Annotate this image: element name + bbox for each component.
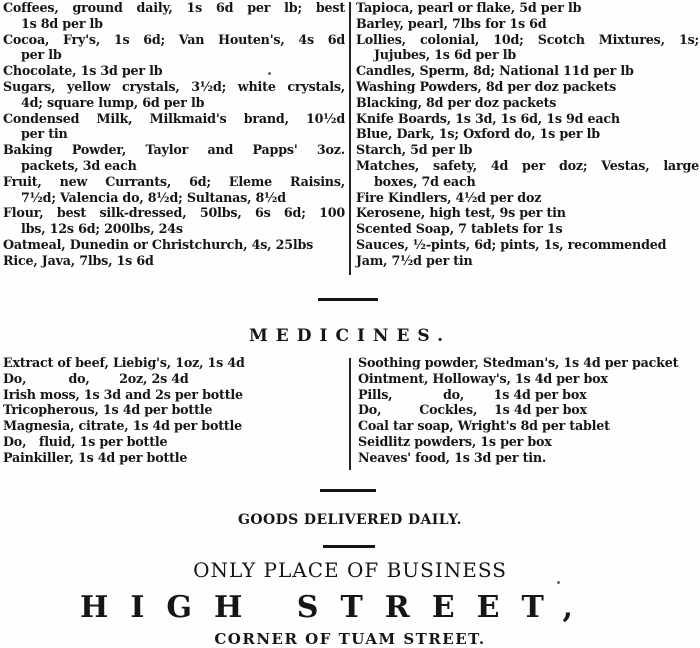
grocery-item-continuation: per lb	[21, 47, 62, 63]
section-rule	[318, 298, 378, 301]
grocery-item-text: Rice, Java, 7lbs, 1s 6d	[3, 252, 154, 268]
medicine-item: Coal tar soap, Wright's 8d per tablet	[358, 418, 610, 434]
grocery-item-text: Jam, 7½d per tin	[356, 252, 473, 268]
medicines-left-column	[3, 355, 345, 466]
grocery-item-text: Barley, pearl, 7lbs for 1s 6d	[356, 15, 547, 31]
grocery-item	[356, 237, 699, 253]
grocery-item-text: Coffees, ground daily, 1s 6d per lb; best	[3, 0, 345, 15]
grocery-item-continuation: lbs, 12s 6d; 200lbs, 24s	[21, 221, 183, 237]
medicine-item: Do, fluid, 1s per bottle	[3, 433, 168, 449]
grocery-item-text: Scented Soap, 7 tablets for 1s	[356, 221, 563, 237]
medicines-heading: MEDICINES.	[248, 326, 452, 346]
grocery-item	[356, 190, 699, 206]
print-speck	[268, 72, 271, 75]
grocery-item-text: Matches, safety, 4d per doz; Vestas, large	[356, 157, 699, 173]
medicine-item: Seidlitz powders, 1s per box	[358, 433, 552, 449]
medicine-item: Do, do, 2oz, 2s 4d	[3, 370, 189, 386]
grocery-item	[356, 63, 699, 79]
grocery-item-continuation: 4d; square lump, 6d per lb	[21, 94, 205, 110]
grocery-item	[3, 237, 345, 253]
grocery-item	[356, 32, 699, 64]
grocery-item	[356, 16, 699, 32]
grocery-item	[356, 111, 699, 127]
grocery-item-text: Starch, 5d per lb	[356, 142, 473, 158]
grocery-item-text: Washing Powders, 8d per doz packets	[356, 78, 617, 94]
grocery-item-text: Tapioca, pearl or flake, 5d per lb	[356, 0, 582, 15]
section-rule	[323, 545, 375, 548]
grocery-item-text: Oatmeal, Dunedin or Christchurch, 4s, 25lbs	[3, 236, 314, 252]
grocery-item-continuation: Jujubes, 1s 6d per lb	[374, 47, 517, 63]
grocery-item-text: Blue, Dark, 1s; Oxford do, 1s per lb	[356, 126, 600, 142]
medicine-item: Pills, do, 1s 4d per box	[358, 386, 587, 402]
grocery-item-continuation: 7½d; Valencia do, 8½d; Sultanas, 8½d	[21, 189, 286, 205]
medicine-item: Soothing powder, Stedman's, 1s 4d per packet	[358, 355, 679, 370]
grocery-item-text: Lollies, colonial, 10d; Scotch Mixtures, 1s;	[356, 31, 699, 47]
grocery-item	[3, 142, 345, 174]
grocery-item-text: Fire Kindlers, 4½d per doz	[356, 189, 542, 205]
grocery-right-column	[356, 0, 699, 269]
section-rule	[320, 489, 376, 492]
grocery-item	[356, 142, 699, 158]
grocery-item	[3, 111, 345, 143]
grocery-item	[3, 205, 345, 237]
high-street-heading: HIGH STREET,	[80, 590, 595, 625]
grocery-item-text: Flour, best silk-dressed, 50lbs, 6s 6d; 100	[3, 205, 345, 221]
corner-street-line: CORNER OF TUAM STREET.	[214, 630, 486, 648]
grocery-item	[356, 158, 699, 190]
medicines-right-column	[358, 355, 699, 466]
grocery-item-text: Condensed Milk, Milkmaid's brand, 10½d	[3, 110, 345, 126]
grocery-item-text: Blacking, 8d per doz packets	[356, 94, 557, 110]
medicine-item: Irish moss, 1s 3d and 2s per bottle	[3, 386, 243, 402]
grocery-item-text: Knife Boards, 1s 3d, 1s 6d, 1s 9d each	[356, 110, 620, 126]
grocery-item	[3, 63, 345, 79]
column-divider	[349, 358, 351, 470]
grocery-item	[356, 221, 699, 237]
goods-delivered-notice: GOODS DELIVERED DAILY.	[238, 512, 462, 528]
grocery-item-text: Baking Powder, Taylor and Papps' 3oz.	[3, 142, 345, 158]
grocery-item	[3, 32, 345, 64]
grocery-item	[356, 0, 699, 16]
grocery-item-continuation: packets, 3d each	[21, 157, 137, 173]
grocery-item-text: Kerosene, high test, 9s per tin	[356, 205, 566, 221]
medicine-item: Magnesia, citrate, 1s 4d per bottle	[3, 418, 243, 434]
grocery-item	[3, 79, 345, 111]
grocery-item-text: Candles, Sperm, 8d; National 11d per lb	[356, 63, 634, 79]
column-divider	[349, 2, 351, 275]
grocery-item	[3, 174, 345, 206]
grocery-left-column	[3, 0, 345, 269]
grocery-item-continuation: per tin	[21, 126, 68, 142]
grocery-item-text: Cocoa, Fry's, 1s 6d; Van Houten's, 4s 6d	[3, 31, 345, 47]
grocery-item	[356, 79, 699, 95]
medicine-item: Tricopherous, 1s 4d per bottle	[3, 402, 213, 418]
print-speck	[557, 581, 560, 584]
grocery-item	[356, 253, 699, 269]
grocery-item-continuation: boxes, 7d each	[374, 173, 476, 189]
grocery-item	[3, 253, 345, 269]
medicine-item: Extract of beef, Liebig's, 1oz, 1s 4d	[3, 355, 245, 370]
grocery-item	[356, 95, 699, 111]
grocery-item	[356, 205, 699, 221]
medicine-item: Do, Cockles, 1s 4d per box	[358, 402, 587, 418]
grocery-item-text: Sauces, ½-pints, 6d; pints, 1s, recommended	[356, 236, 667, 252]
grocery-item-continuation: 1s 8d per lb	[21, 15, 103, 31]
medicine-item: Ointment, Holloway's, 1s 4d per box	[358, 370, 608, 386]
grocery-item-text: Chocolate, 1s 3d per lb	[3, 63, 163, 79]
only-place-of-business: ONLY PLACE OF BUSINESS	[193, 558, 507, 582]
grocery-item-text: Fruit, new Currants, 6d; Eleme Raisins,	[3, 173, 345, 189]
medicine-item: Painkiller, 1s 4d per bottle	[3, 449, 188, 465]
grocery-item	[356, 126, 699, 142]
grocery-item-text: Sugars, yellow crystals, 3½d; white crystals,	[3, 78, 345, 94]
grocery-item	[3, 0, 345, 32]
medicine-item: Neaves' food, 1s 3d per tin.	[358, 449, 547, 465]
